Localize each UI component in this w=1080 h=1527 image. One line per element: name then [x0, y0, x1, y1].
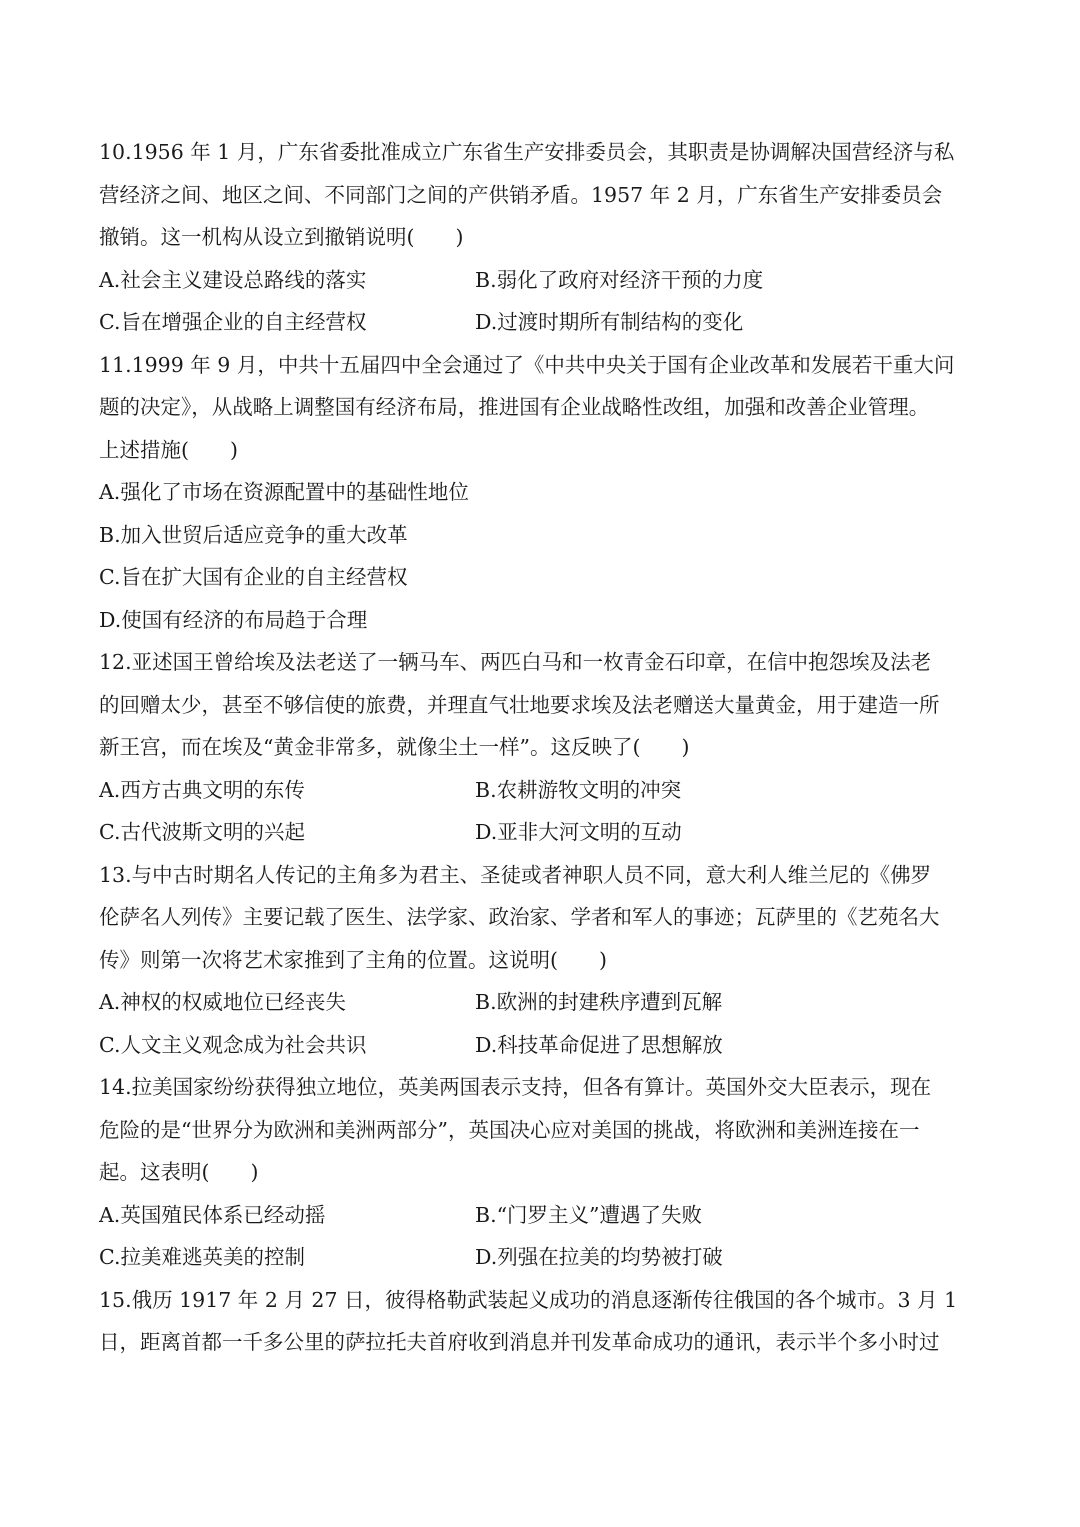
- option-row: [99, 769, 989, 812]
- option-d[interactable]: D.列强在拉美的均势被打破: [475, 1245, 723, 1269]
- option-b[interactable]: B.“门罗主义”遭遇了失败: [475, 1202, 703, 1227]
- question-stem-line: 11.1999 年 9 月，中共十五届四中全会通过了《中共中央关于国有企业改革和发展若干重大问: [99, 352, 955, 377]
- question-stem-line: 传》则第一次将艺术家推到了主角的位置。这说明( ): [99, 947, 607, 972]
- question-stem-line: 营经济之间、地区之间、不同部门之间的产供销矛盾。1957 年 2 月，广东省生产安排委员会: [99, 182, 943, 207]
- option-row: [99, 301, 989, 344]
- option-d[interactable]: D.科技革命促进了思想解放: [475, 1032, 723, 1057]
- option-row: [99, 1194, 989, 1237]
- question-stem-line: 伦萨名人列传》主要记载了医生、法学家、政治家、学者和军人的事迹；瓦萨里的《艺苑名大: [99, 905, 940, 929]
- question-14: [99, 1066, 989, 1279]
- exam-page: [99, 131, 989, 1364]
- option-d[interactable]: D.使国有经济的布局趋于合理: [99, 607, 368, 632]
- option-c[interactable]: C.人文主义观念成为社会共识: [99, 1032, 367, 1057]
- question-stem-line: 12.亚述国王曾给埃及法老送了一辆马车、两匹白马和一枚青金石印章，在信中抱怨埃及法老: [99, 650, 932, 674]
- option-a[interactable]: A.社会主义建设总路线的落实: [99, 267, 367, 292]
- question-11: [99, 344, 989, 642]
- option-c[interactable]: C.拉美难逃英美的控制: [99, 1245, 305, 1269]
- option-c[interactable]: C.旨在扩大国有企业的自主经营权: [99, 565, 408, 589]
- question-12: [99, 641, 989, 854]
- option-c[interactable]: C.旨在增强企业的自主经营权: [99, 310, 367, 334]
- option-row: [99, 259, 989, 302]
- question-10: [99, 131, 989, 344]
- question-stem-line: 14.拉美国家纷纷获得独立地位，英美两国表示支持，但各有算计。英国外交大臣表示，现在: [99, 1075, 932, 1099]
- question-13: [99, 854, 989, 1067]
- question-stem-line: 题的决定》，从战略上调整国有经济布局，推进国有企业战略性改组，加强和改善企业管理。: [99, 395, 930, 419]
- question-stem-line: 的回赠太少，甚至不够信使的旅费，并理直气壮地要求埃及法老赠送大量黄金，用于建造一所: [99, 692, 940, 717]
- option-b[interactable]: B.农耕游牧文明的冲突: [475, 777, 682, 802]
- option-a[interactable]: A.英国殖民体系已经动摇: [99, 1202, 326, 1227]
- option-row: [99, 811, 989, 854]
- question-stem-line: 危险的是“世界分为欧洲和美洲两部分”，英国决心应对美国的挑战，将欧洲和美洲连接在一: [99, 1117, 920, 1142]
- question-stem-line: 13.与中古时期名人传记的主角多为君主、圣徒或者神职人员不同，意大利人维兰尼的《佛罗: [99, 862, 932, 887]
- question-stem-line: 上述措施( ): [99, 437, 238, 462]
- question-stem-line: 15.俄历 1917 年 2 月 27 日，彼得格勒武装起义成功的消息逐渐传往俄国的各个城市。3 月 1: [99, 1287, 958, 1312]
- option-row: [99, 1024, 989, 1067]
- question-15: [99, 1279, 989, 1364]
- option-d[interactable]: D.过渡时期所有制结构的变化: [475, 310, 744, 334]
- option-b[interactable]: B.弱化了政府对经济干预的力度: [475, 267, 764, 292]
- question-stem-line: 日，距离首都一千多公里的萨拉托夫首府收到消息并刊发革命成功的通讯，表示半个多小时过: [99, 1330, 940, 1354]
- option-row: [99, 981, 989, 1024]
- question-stem-line: 起。这表明( ): [99, 1160, 259, 1184]
- option-d[interactable]: D.亚非大河文明的互动: [475, 820, 682, 844]
- option-a[interactable]: A.西方古典文明的东传: [99, 777, 305, 802]
- question-stem-line: 撤销。这一机构从设立到撤销说明( ): [99, 225, 464, 249]
- option-c[interactable]: C.古代波斯文明的兴起: [99, 820, 305, 844]
- question-stem-line: 10.1956 年 1 月，广东省委批准成立广东省生产安排委员会，其职责是协调解决国营经济与私: [99, 140, 955, 164]
- option-a[interactable]: A.强化了市场在资源配置中的基础性地位: [99, 480, 469, 504]
- option-a[interactable]: A.神权的权威地位已经丧失: [99, 990, 346, 1014]
- question-stem-line: 新王宫，而在埃及“黄金非常多，就像尘土一样”。这反映了( ): [99, 735, 690, 759]
- option-row: [99, 1236, 989, 1279]
- option-b[interactable]: B.加入世贸后适应竞争的重大改革: [99, 522, 408, 547]
- option-b[interactable]: B.欧洲的封建秩序遭到瓦解: [475, 990, 723, 1014]
